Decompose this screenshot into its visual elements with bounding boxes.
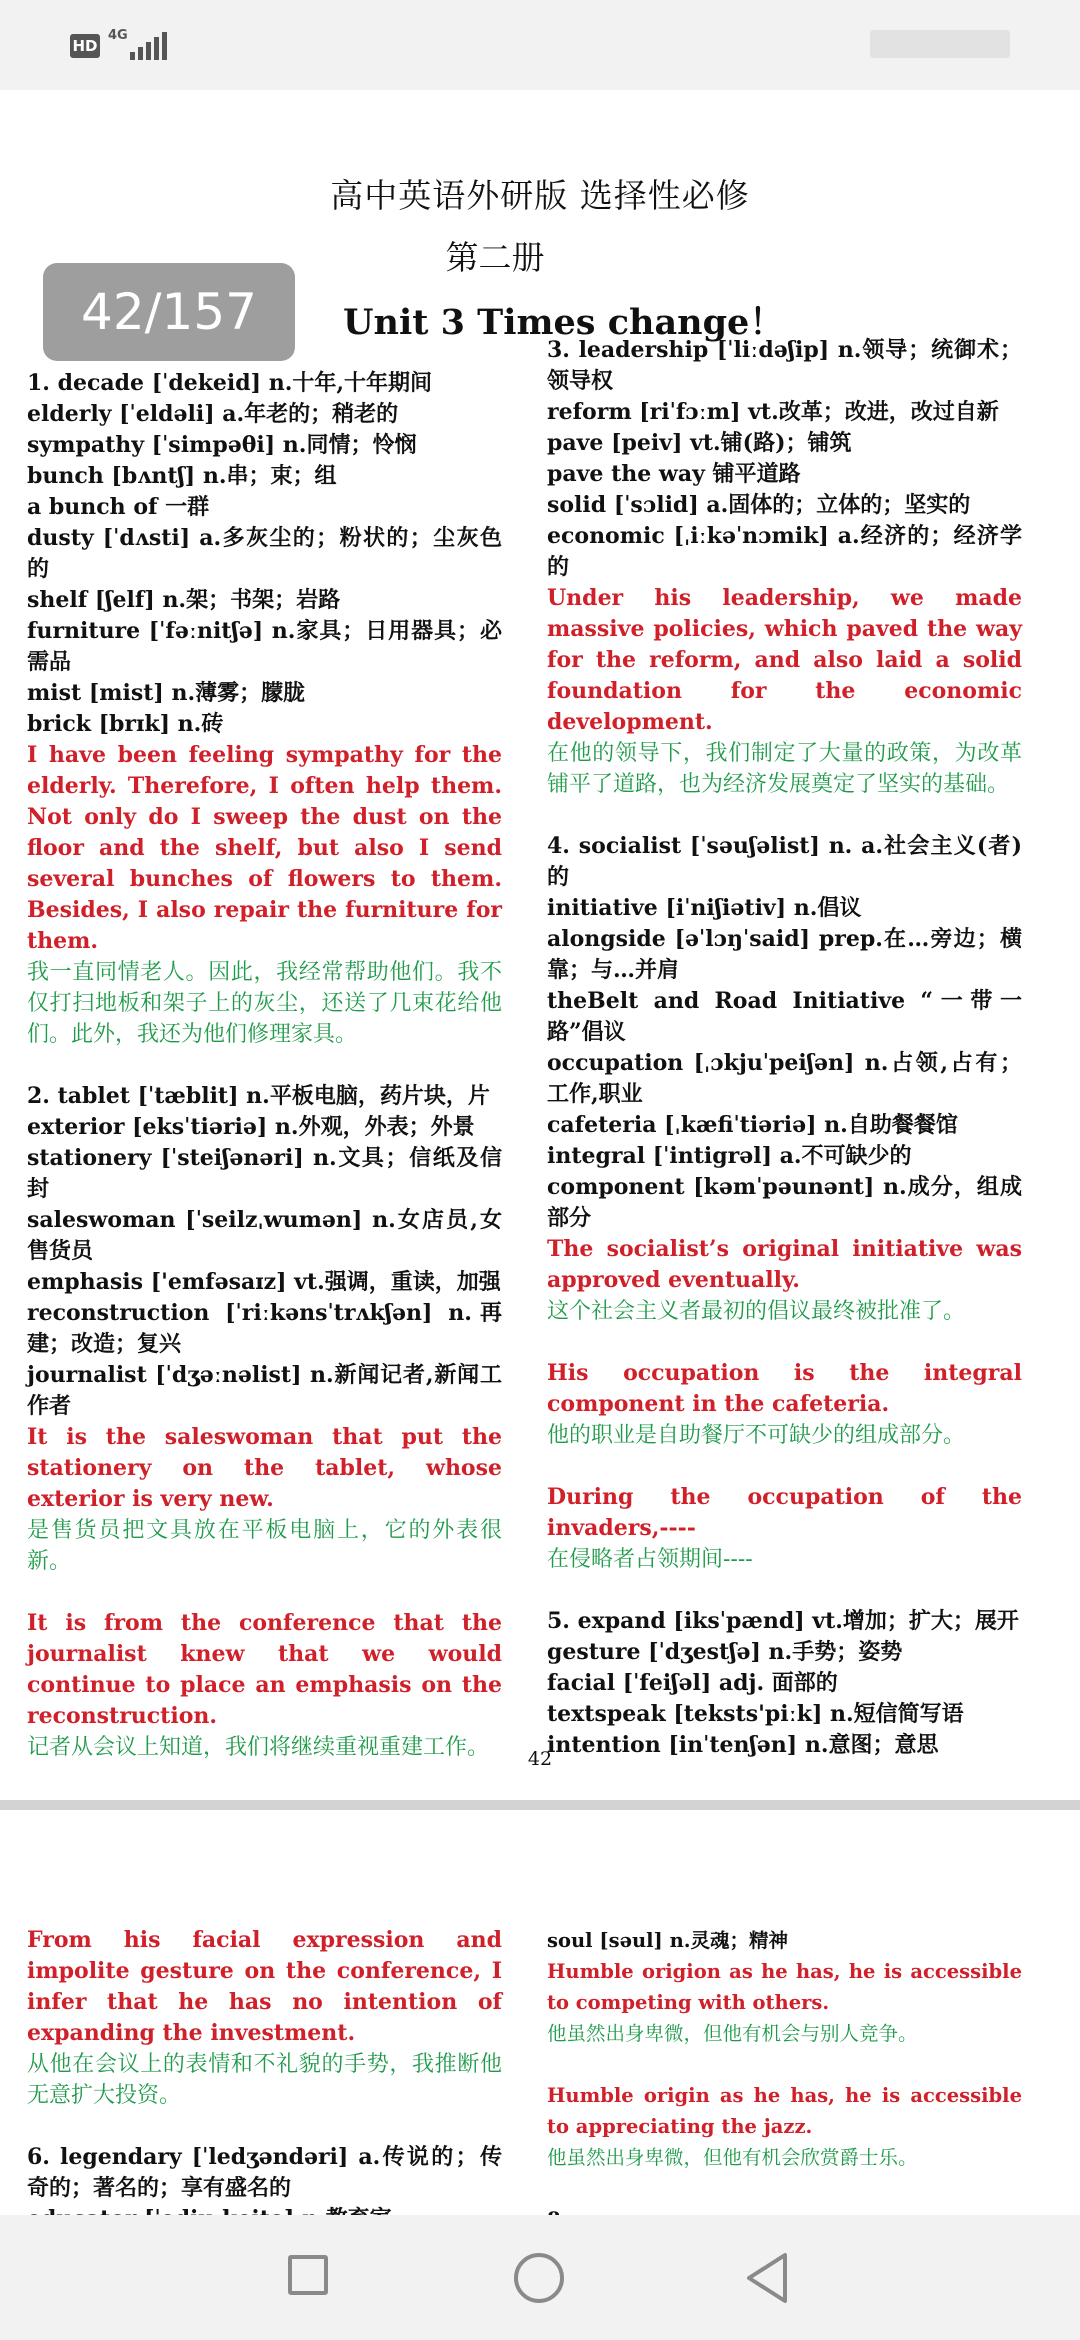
example-sentence: It is the saleswoman that put the stationery on the tablet, whose exterior is very new. xyxy=(27,1424,502,1512)
translation: 这个社会主义者最初的倡议最终被批准了。 xyxy=(547,1299,966,1324)
left-column xyxy=(27,368,502,1763)
translation: 他虽然出身卑微，但他有机会与别人竞争。 xyxy=(547,2022,918,2045)
translation: 记者从会议上知道，我们将继续重视重建工作。 xyxy=(27,1735,490,1760)
vocab-entry: textspeak [teksts'piːk] n.短信简写语 xyxy=(547,1701,964,1727)
vocab-entry: 3. leadership [ˈliːdəʃip] n.领导；统御术；领导权 xyxy=(547,337,1022,394)
translation: 他虽然出身卑微，但他有机会欣赏爵士乐。 xyxy=(547,2146,918,2169)
status-bar xyxy=(0,0,1080,90)
vocab-entry: economic [ˌiːkəˈnɔmik] a.经济的；经济学的 xyxy=(547,523,1022,580)
vocab-entry: integral [ˈintigrəl] a.不可缺少的 xyxy=(547,1143,912,1169)
vocab-entry: journalist [ˈdʒəːnəlist] n.新闻记者,新闻工作者 xyxy=(27,1362,502,1419)
spacer xyxy=(27,2111,502,2142)
document-page-next xyxy=(0,1810,1080,2215)
vocab-entry: pave [peiv] vt.铺(路)；铺筑 xyxy=(547,430,852,456)
vocab-entry: mist [mist] n.薄雾；朦胧 xyxy=(27,680,306,706)
page-title: 高中英语外研版 选择性必修 xyxy=(330,176,750,215)
vocab-entry: furniture [ˈfəːnitʃə] n.家具；日用器具；必需品 xyxy=(27,618,502,675)
unit-title: Unit 3 Times change！ xyxy=(343,302,785,343)
home-button[interactable] xyxy=(514,2253,564,2303)
hd-indicator: HD xyxy=(70,34,100,58)
vocab-entry: emphasis ['emfəsaɪz] vt.强调，重读，加强 xyxy=(27,1269,501,1295)
vocab-entry: 1. decade [ˈdekeid] n.十年,十年期间 xyxy=(27,370,433,396)
vocab-entry: theBelt and Road Initiative “一带一路”倡议 xyxy=(547,988,1022,1045)
vocab-entry: occupation [ˌɔkjuˈpeiʃən] n.占领,占有；工作,职业 xyxy=(547,1050,1022,1107)
right-column xyxy=(547,1925,1022,2235)
spacer xyxy=(547,1327,1022,1358)
vocab-entry: solid [ˈsɔlid] a.固体的；立体的；坚实的 xyxy=(547,492,971,518)
translation: 在他的领导下，我们制定了大量的政策，为改革铺平了道路，也为经济发展奠定了坚实的基础。 xyxy=(547,741,1022,797)
vocab-entry: sympathy [ˈsimpəθi] n.同情；怜悯 xyxy=(27,432,417,458)
vocab-entry: brick [brɪk] n.砖 xyxy=(27,711,224,737)
vocab-entry: 2. tablet [ˈtæblit] n.平板电脑，药片块，片 xyxy=(27,1083,490,1109)
recent-apps-button[interactable] xyxy=(288,2255,328,2295)
spacer xyxy=(27,1050,502,1081)
vocab-entry: bunch [bʌntʃ] n.串；束；组 xyxy=(27,463,337,489)
navigation-bar xyxy=(0,2215,1080,2340)
translation: 我一直同情老人。因此，我经常帮助他们。我不仅打扫地板和架子上的灰尘，还送了几束花给他们。此外，我还为他们修理家具。 xyxy=(27,960,502,1047)
vocab-entry: 4. socialist [ˈsəuʃəlist] n. a.社会主义(者)的 xyxy=(547,833,1022,890)
vocab-entry: stationery [ˈsteiʃənəri] n.文具；信纸及信封 xyxy=(27,1145,502,1202)
vocab-entry: alongside [əˈlɔŋˈsaid] prep.在…旁边；横靠；与…并肩 xyxy=(547,926,1022,983)
vocab-entry: saleswoman [ˈseilzˌwumən] n.女店员,女售货员 xyxy=(27,1207,502,1264)
status-right-area xyxy=(870,30,1010,58)
network-indicator: 4G xyxy=(108,28,128,43)
example-sentence: Under his leadership, we made massive policies, which paved the way for the reform, and also laid a solid foundation for the economic development. xyxy=(547,585,1022,735)
vocab-entry: shelf [ʃelf] n.架；书架；岩路 xyxy=(27,587,341,613)
example-sentence: It is from the conference that the journalist knew that we would continue to place an emphasis on the reconstruction. xyxy=(27,1610,502,1729)
example-sentence: Humble origin as he has, he is accessible to appreciating the jazz. xyxy=(547,2084,1022,2138)
vocab-entry: elderly [ˈeldəli] a.年老的；稍老的 xyxy=(27,401,399,427)
example-sentence: His occupation is the integral component in the cafeteria. xyxy=(547,1360,1022,1417)
vocab-entry: component [kəmˈpəunənt] n.成分，组成部分 xyxy=(547,1174,1022,1231)
spacer xyxy=(547,2049,1022,2080)
vocab-entry: exterior [eksˈtiəriə] n.外观，外表；外景 xyxy=(27,1114,475,1140)
translation: 从他在会议上的表情和不礼貌的手势，我推断他无意扩大投资。 xyxy=(27,2052,502,2108)
volume-label: 第二册 xyxy=(445,238,545,277)
vocab-entry: initiative [iˈniʃiətiv] n.倡议 xyxy=(547,895,862,921)
spacer xyxy=(27,1577,502,1608)
vocab-entry: 5. expand [iksˈpænd] vt.增加；扩大；展开 xyxy=(547,1608,1019,1634)
translation: 是售货员把文具放在平板电脑上，它的外表很新。 xyxy=(27,1518,502,1574)
page-separator xyxy=(0,1800,1080,1810)
vocab-entry: facial [ˈfeiʃəl] adj. 面部的 xyxy=(547,1670,838,1696)
example-sentence: From his facial expression and impolite gesture on the conference, I infer that he has no intention of expanding the investment. xyxy=(27,1927,502,2046)
vocab-entry: 6. legendary [ˈledʒəndəri] a.传说的；传奇的；著名的；享有盛名的 xyxy=(27,2144,502,2201)
back-button[interactable] xyxy=(745,2252,789,2304)
vocab-entry: gesture [ˈdʒestʃə] n.手势；姿势 xyxy=(547,1639,903,1665)
spacer xyxy=(547,1451,1022,1482)
example-sentence: I have been feeling sympathy for the elderly. Therefore, I often help them. Not only do I sweep the dust on the floor and the shelf, but also I send several bunches of flowers to them. Besides, I also repair the furniture for them. xyxy=(27,742,502,954)
spacer xyxy=(547,1575,1022,1606)
spacer xyxy=(547,2173,1022,2204)
signal-icon xyxy=(130,30,167,60)
right-column xyxy=(547,335,1022,1761)
vocab-entry: reconstruction [ˈriːkənsˈtrʌkʃən] n.再建；改造；复兴 xyxy=(27,1300,502,1357)
translation: 他的职业是自助餐厅不可缺少的组成部分。 xyxy=(547,1423,966,1448)
vocab-entry: reform [riˈfɔːm] vt.改革；改进，改过自新 xyxy=(547,399,999,425)
page-indicator[interactable]: 42/157 xyxy=(43,263,295,361)
vocab-entry: cafeteria [ˌkæfiˈtiəriə] n.自助餐餐馆 xyxy=(547,1112,958,1138)
page-number: 42 xyxy=(527,1748,553,1770)
vocab-entry: intention [inˈtenʃən] n.意图；意思 xyxy=(547,1732,939,1758)
vocab-entry: soul [səul] n.灵魂；精神 xyxy=(547,1929,789,1952)
translation: 在侵略者占领期间---- xyxy=(547,1547,753,1572)
vocab-entry: pave the way 铺平道路 xyxy=(547,461,801,487)
vocab-entry: a bunch of 一群 xyxy=(27,494,210,520)
vocab-entry: dusty [ˈdʌsti] a.多灰尘的；粉状的；尘灰色的 xyxy=(27,525,502,582)
example-sentence: Humble origion as he has, he is accessible to competing with others. xyxy=(547,1960,1022,2014)
example-sentence: The socialist’s original initiative was approved eventually. xyxy=(547,1236,1022,1293)
example-sentence: During the occupation of the invaders,---- xyxy=(547,1484,1022,1541)
spacer xyxy=(547,800,1022,831)
document-page xyxy=(0,90,1080,1800)
